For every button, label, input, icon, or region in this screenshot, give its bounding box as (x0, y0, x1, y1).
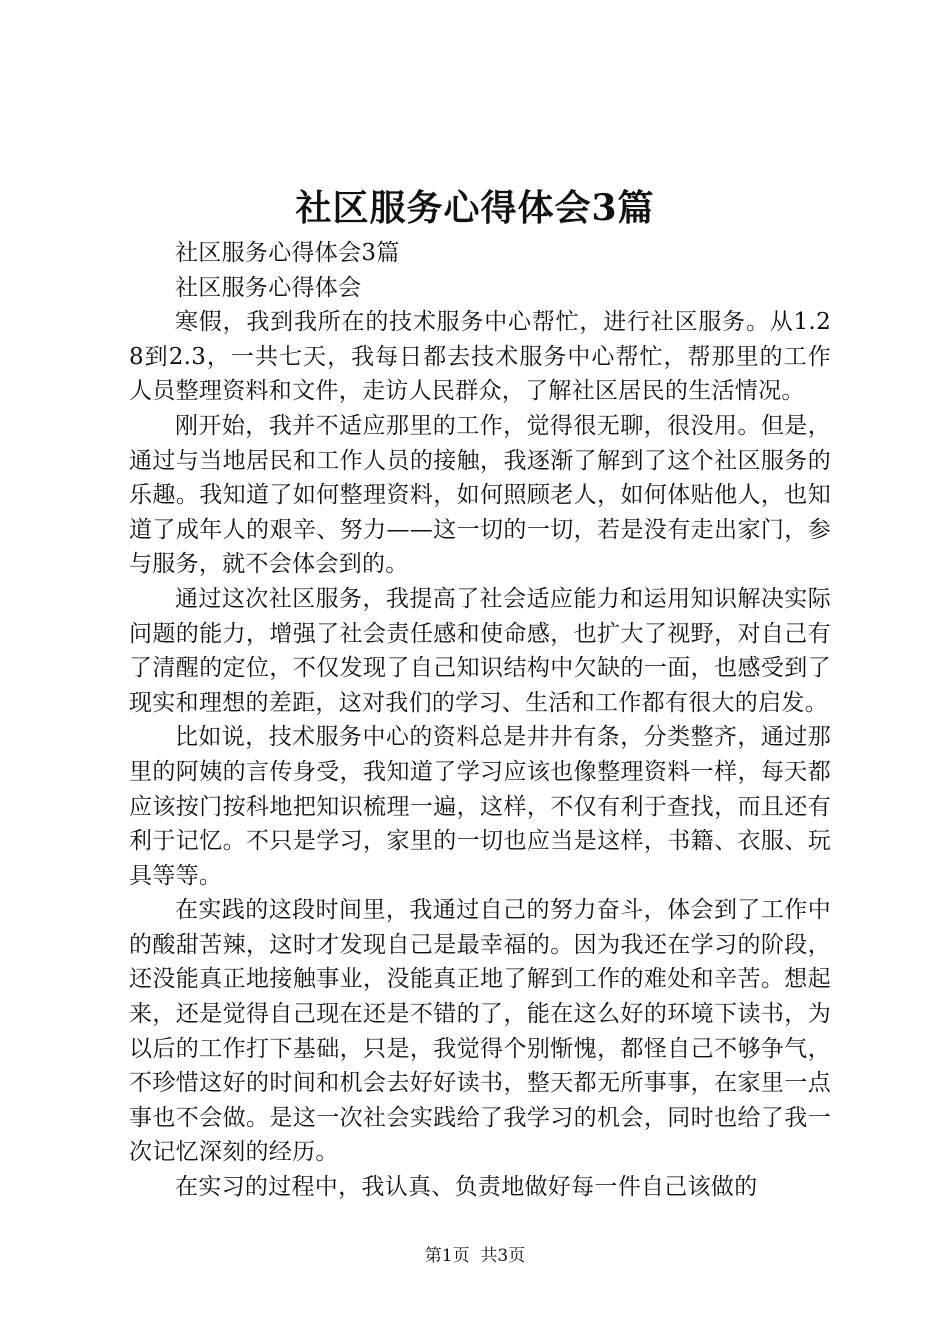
paragraph-subtitle: 社区服务心得体会3篇 (175, 240, 400, 266)
paragraph-body: 寒假，我到我所在的技术服务中心帮忙，进行社区服务。从1.28到2.3，一共七天，我每日都去技术服务中心帮忙，帮那里的工作人员整理资料和文件，走访人民群众，了解社区居民的生活情况。 (129, 309, 831, 405)
paragraph-body: 在实践的这段时间里，我通过自己的努力奋斗，体会到了工作中的酸甜苦辣，这时才发现自己是最幸福的。因为我还在学习的阶段，还没能真正地接触事业，没能真正地了解到工作的难处和辛苦。想起来，还是觉得自己现在还是不错的了，能在这么好的环境下读书，为以后的工作打下基础，只是，我觉得个别惭愧，都怪自己不够争气，不珍惜这好的时间和机会去好好读书，整天都无所事事，在家里一点事也不会做。是这一次社会实践给了我学习的机会，同时也给了我一次记忆深刻的经历。 (129, 897, 831, 1166)
page-number: 第1页 (424, 1246, 470, 1266)
page-footer (0, 1244, 950, 1268)
paragraph-body: 通过这次社区服务，我提高了社会适应能力和运用知识解决实际问题的能力，增强了社会责任感和使命感，也扩大了视野，对自己有了清醒的定位，不仅发现了自己知识结构中欠缺的一面，也感受到了现实和理想的差距，这对我们的学习、生活和工作都有很大的启发。 (129, 585, 831, 716)
paragraph-section-heading: 社区服务心得体会 (175, 274, 362, 301)
paragraph-body: 刚开始，我并不适应那里的工作，觉得很无聊，很没用。但是，通过与当地居民和工作人员的接触，我逐渐了解到了这个社区服务的乐趣。我知道了如何整理资料，如何照顾老人，如何体贴他人，也知道了成年人的艰辛、努力——这一切的一切，若是没有走出家门，参与服务，就不会体会到的。 (129, 412, 831, 578)
page-total: 共3页 (480, 1246, 526, 1266)
document-body (129, 236, 831, 1205)
paragraph-body: 比如说，技术服务中心的资料总是井井有条，分类整齐，通过那里的阿姨的言传身受，我知道了学习应该也像整理资料一样，每天都应该按门按科地把知识梳理一遍，这样，不仅有利于查找，而且还有利于记忆。不只是学习，家里的一切也应当是这样，书籍、衣服、玩具等等。 (129, 724, 831, 889)
page-title: 社区服务心得体会3篇 (295, 187, 655, 229)
paragraph-body: 在实习的过程中，我认真、负责地做好每一件自己该做的 (175, 1174, 758, 1201)
